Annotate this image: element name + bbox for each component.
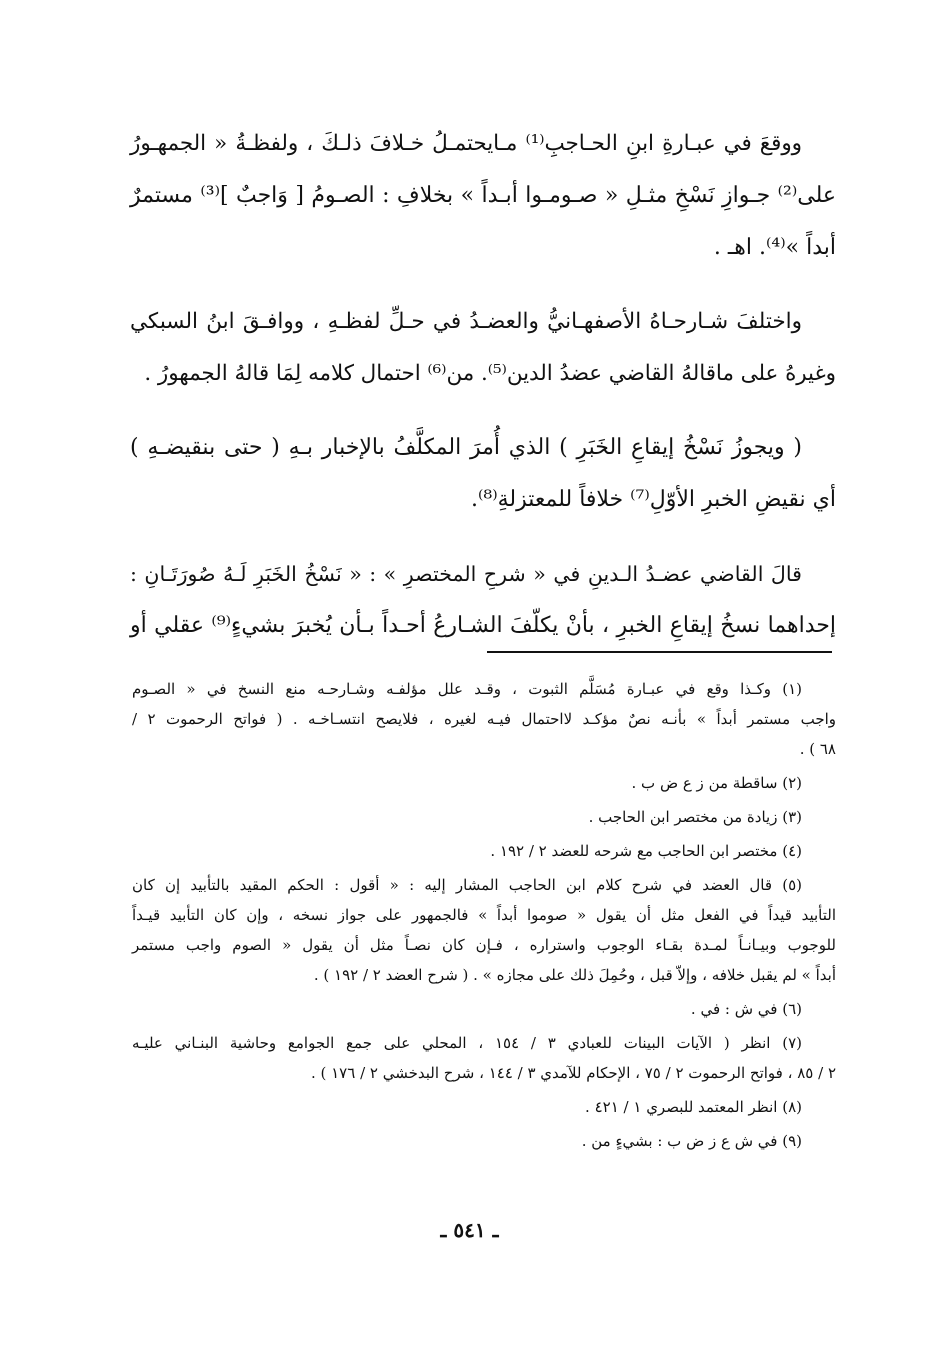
text-line: وغيرهُ على ماقالهُ القاضي عضدُ الدين⁽⁵⁾. من⁽⁶⁾ احتمال كلامه لِمَا قالهُ الجمهورُ . xyxy=(144,361,836,386)
footnote-line: للوجوب وبيـانـاً لمـدة بقـاء الوجوب واستراره ، فـإن كان نصـاً مثل أن يقول « الصوم واجب مستمر xyxy=(132,936,836,954)
footnote-line: التأبيد قيداً في الفعل مثل أن يقول « صوموا أبداً » فالجمهور على جواز نسخه ، وإن كان التأبيد قيـداً xyxy=(132,906,836,924)
footnote-7 xyxy=(132,1028,836,1088)
footnote-line: ٢ / ٨٥ ، فواتح الرحموت ٢ / ٧٥ ، الإحكام للآمدي ٣ / ١٤٤ ، شرح البدخشي ٢ / ١٧٦ ) . xyxy=(310,1064,836,1082)
paragraph-2 xyxy=(130,296,836,400)
footnote-line: أبداً » لم يقبل خلافه ، وإلاّ قبل ، وحُمِلَ ذلك على مجازه » . ( شرح العضد ٢ / ١٩٢ ) . xyxy=(313,966,836,984)
footnote-5 xyxy=(132,870,836,990)
footnote-line: (٤) مختصر ابن الحاجب مع شرحه للعضد ٢ / ١٩٢ . xyxy=(490,842,802,860)
text-line: أبداً »⁽⁴⁾. اهـ . xyxy=(713,235,836,260)
text-line: إحداهما نسخُ إيقاعِ الخبرِ ، بأنْ يكلّفَ الشـارعُ أحـداً بـأن يُخبرَ بشيءٍ⁽⁹⁾ عقلي أو xyxy=(130,613,836,638)
footnote-9 xyxy=(132,1126,836,1156)
paragraph-3 xyxy=(130,422,836,526)
footnote-line: (٦) في ش : في . xyxy=(690,1000,802,1018)
footnote-line: (٢) ساقطة من ز ع ض ب . xyxy=(631,774,802,792)
footnotes xyxy=(132,674,836,1156)
footnote-8 xyxy=(132,1092,836,1122)
footnote-3 xyxy=(132,802,836,832)
text-line: ووقعَ في عبـارةِ ابنِ الحـاجبِ⁽¹⁾ مـايحتمـلُ خـلافَ ذلـكَ ، ولفظـةُ « الجمهـورُ xyxy=(130,131,803,156)
footnote-line: (٥) قال العضد في شرح كلام ابن الحاجب المشار إليه : « أقول : الحكم المقيد بالتأبيد إن كان xyxy=(132,876,802,894)
footnote-6 xyxy=(132,994,836,1024)
footnote-line: (٩) في ش ع ز ض ب : بشيءٍ من . xyxy=(581,1132,802,1150)
footnote-line: واجب مستمر أبداً » بأنـه نصٌ مؤكـد لااحتمال فيـه لغيره ، فلايصح انتسـاخـه . ( فواتح الرحموت ٢ / xyxy=(132,710,836,728)
footnote-line: ٦٨ ) . xyxy=(799,740,836,758)
text-line: ( ويجوزُ نَسْخُ إيقاعِ الخَبَرِ ) الذي أُمرَ المكلَّفُ بالإخبار بـهِ ( حتى بنقيضـهِ ) xyxy=(130,435,802,460)
footnote-line: (٣) زيادة من مختصر ابن الحاجب . xyxy=(588,808,802,826)
paragraph-4 xyxy=(130,548,836,652)
main-text xyxy=(130,118,836,674)
footnote-2 xyxy=(132,768,836,798)
footnote-4 xyxy=(132,836,836,866)
footnote-line: (٨) انظر المعتمد للبصري ١ / ٤٢١ . xyxy=(585,1098,802,1116)
text-line: واختلفَ شـارحـاهُ الأصفهـانيُّ والعضـدُ في حـلِّ لفظـهِ ، ووافـقَ ابنُ السبكي xyxy=(130,309,802,334)
footnote-separator xyxy=(487,651,832,653)
footnote-1 xyxy=(132,674,836,764)
footnote-line: (١) وكـذا وقع في عبـارة مُسَلَّم الثبوت ، وقـد علل مؤلفـه وشـارحـه منع النسخ في « الصـوم xyxy=(132,680,802,698)
text-line: على⁽²⁾ جـوازِ نَسْخِ مثـلِ « صـومـوا أبـداً » بخلافِ : الصـومُ [ وَاجبٌ ]⁽³⁾ مستمرٌ xyxy=(130,183,836,208)
page-number: ـ ٥٤١ ـ xyxy=(440,1218,499,1242)
paragraph-1 xyxy=(130,118,836,274)
footnote-line: (٧) انظر ( الآيات البينات للعبادي ٣ / ١٥٤ ، المحلي على جمع الجوامع وحاشية البنـاني عليـه xyxy=(132,1034,802,1052)
text-line: أي نقيضِ الخبرِ الأوّلِ⁽⁷⁾ خلافاً للمعتزلةِ⁽⁸⁾. xyxy=(470,487,836,512)
text-line: قالَ القاضي عضـدُ الـدينِ في « شرحِ المختصرِ » : « نَسْخُ الخَبَرِ لَـهُ صُورَتَـانِ : xyxy=(130,562,802,586)
